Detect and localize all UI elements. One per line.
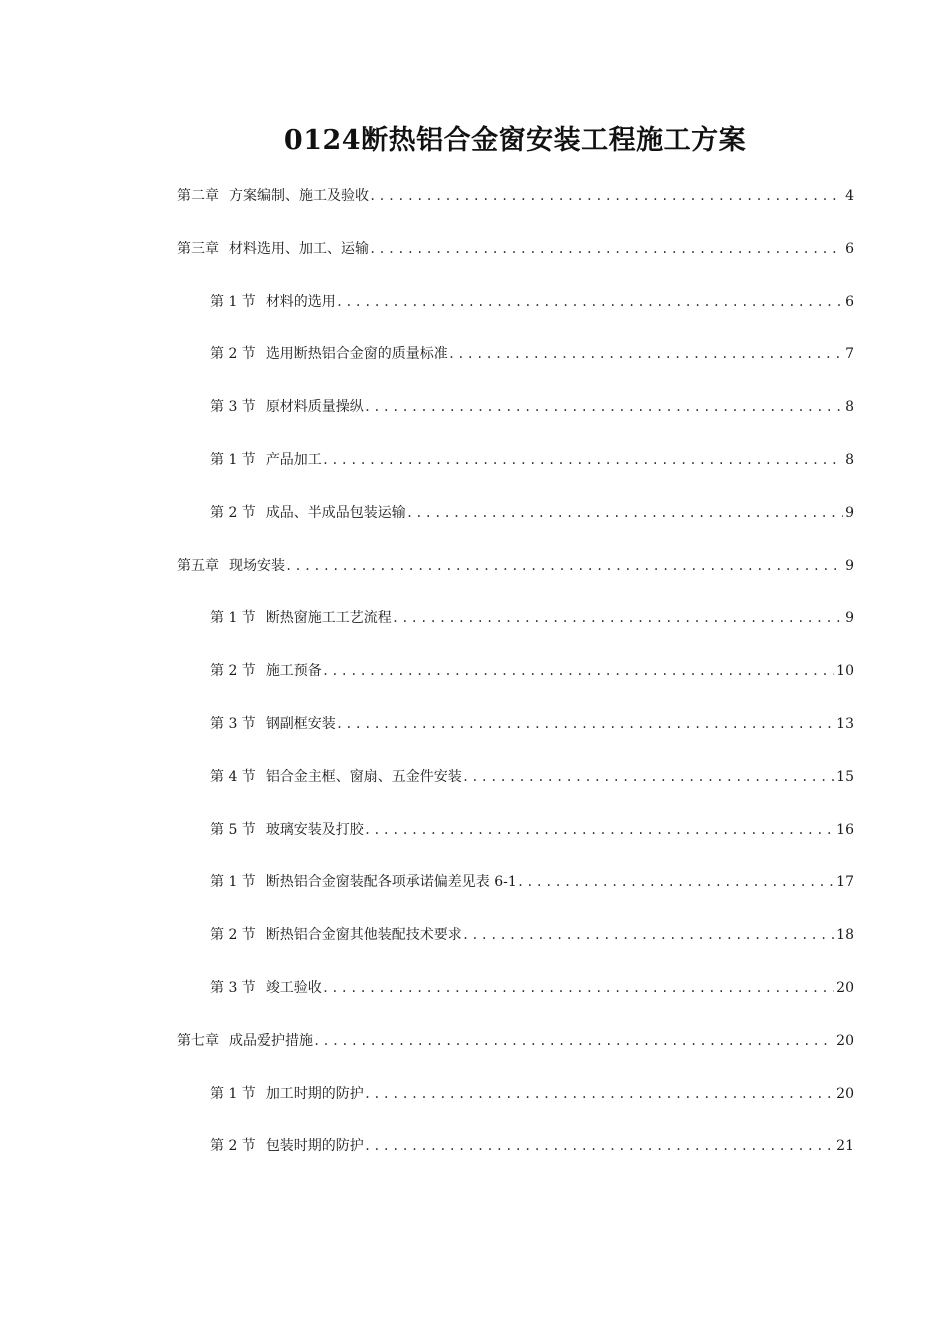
toc-entry-label	[210, 817, 364, 843]
toc-leader-dots	[336, 711, 834, 737]
toc-entry-page-number: 20	[836, 1085, 854, 1102]
toc-entry[interactable]	[210, 869, 854, 895]
toc-entry[interactable]	[210, 922, 854, 948]
toc-entry[interactable]	[210, 817, 854, 843]
toc-entry-number: 第 1 节	[210, 874, 256, 891]
toc-leader-dots	[285, 553, 843, 579]
toc-entry-number: 第五章	[177, 557, 219, 574]
toc-entry-page-number: 6	[845, 240, 854, 257]
toc-entry-page-number: 8	[845, 399, 854, 416]
toc-leader-dots	[322, 658, 834, 684]
toc-entry-label	[210, 500, 406, 526]
toc-entry[interactable]	[177, 553, 854, 579]
toc-entry-title: 钢副框安装	[265, 716, 336, 732]
toc-entry-label	[210, 975, 322, 1001]
toc-entry-title: 断热铝合金窗装配各项承诺偏差见表 6-1	[265, 874, 517, 891]
toc-entry-page-number: 20	[836, 1032, 854, 1049]
toc-entry-page-number: 13	[836, 716, 854, 732]
toc-entry-label	[210, 447, 322, 473]
toc-entry-label	[210, 289, 336, 315]
toc-entry-number: 第三章	[177, 240, 219, 257]
toc-entry[interactable]	[210, 1133, 854, 1159]
toc-entry-label	[210, 869, 517, 895]
toc-entry-title: 材料选用、加工、运输	[229, 240, 369, 257]
toc-entry[interactable]	[210, 394, 854, 420]
toc-entry-title: 选用断热铝合金窗的质量标准	[265, 346, 448, 363]
toc-entry-title: 玻璃安装及打胶	[265, 821, 364, 838]
toc-entry-page-number: 10	[836, 663, 854, 680]
toc-entry-title: 加工时期的防护	[265, 1085, 364, 1102]
toc-entry[interactable]	[177, 1028, 854, 1054]
toc-entry-label	[210, 922, 462, 948]
toc-entry-number: 第 3 节	[210, 399, 256, 416]
toc-entry-title: 产品加工	[265, 452, 322, 468]
toc-entry-title: 原材料质量操纵	[265, 399, 364, 416]
toc-entry-number: 第二章	[177, 188, 219, 204]
toc-entry-title: 现场安装	[229, 557, 285, 574]
toc-entry-title: 包装时期的防护	[265, 1138, 364, 1155]
toc-entry[interactable]	[210, 764, 854, 790]
toc-entry-label	[210, 341, 448, 367]
toc-entry-number: 第 2 节	[210, 504, 256, 521]
toc-leader-dots	[322, 975, 834, 1001]
toc-entry-page-number: 7	[845, 346, 854, 363]
toc-entry[interactable]	[210, 1081, 854, 1107]
toc-leader-dots	[313, 1028, 834, 1054]
toc-entry[interactable]	[210, 447, 854, 473]
toc-entry-page-number: 6	[845, 293, 854, 310]
toc-entry-page-number: 18	[836, 927, 854, 944]
toc-entry-title: 成品、半成品包装运输	[265, 504, 406, 521]
toc-entry[interactable]	[210, 289, 854, 315]
toc-entry-number: 第 2 节	[210, 346, 256, 363]
toc-entry-label	[210, 394, 364, 420]
toc-entry-number: 第 1 节	[210, 610, 256, 627]
toc-entry-number: 第 3 节	[210, 980, 256, 996]
toc-leader-dots	[322, 447, 843, 473]
toc-leader-dots	[462, 764, 834, 790]
toc-entry-page-number: 16	[836, 821, 854, 838]
toc-leader-dots	[364, 1081, 834, 1107]
toc-entry-label	[177, 183, 369, 209]
toc-leader-dots	[336, 289, 843, 315]
toc-entry-page-number: 21	[836, 1138, 854, 1155]
toc-entry[interactable]	[210, 341, 854, 367]
toc-entry-page-number: 4	[845, 188, 854, 204]
toc-leader-dots	[369, 183, 843, 209]
toc-leader-dots	[448, 341, 843, 367]
toc-leader-dots	[364, 817, 834, 843]
toc-entry-number: 第 2 节	[210, 663, 256, 680]
toc-entry-label	[210, 1133, 364, 1159]
toc-entry-number: 第 1 节	[210, 293, 256, 310]
toc-entry-page-number: 8	[845, 452, 854, 468]
toc-leader-dots	[369, 236, 843, 262]
toc-entry-page-number: 20	[836, 980, 854, 996]
toc-entry-label	[210, 658, 322, 684]
toc-entry-title: 方案编制、施工及验收	[229, 188, 369, 204]
toc-entry-number: 第 5 节	[210, 821, 256, 838]
toc-entry-label	[210, 764, 462, 790]
toc-leader-dots	[364, 394, 843, 420]
toc-entry-page-number: 9	[845, 504, 854, 521]
toc-entry-number: 第 1 节	[210, 452, 256, 468]
toc-leader-dots	[517, 869, 834, 895]
toc-entry-label	[210, 1081, 364, 1107]
toc-entry-page-number: 9	[845, 557, 854, 574]
toc-entry[interactable]	[177, 183, 854, 209]
toc-entry-title: 断热铝合金窗其他装配技术要求	[265, 927, 462, 944]
toc-entry-title: 竣工验收	[265, 980, 322, 996]
toc-leader-dots	[462, 922, 834, 948]
toc-entry-title: 材料的选用	[265, 293, 336, 310]
toc-entry-number: 第 3 节	[210, 716, 256, 732]
toc-leader-dots	[392, 605, 843, 631]
toc-entry[interactable]	[210, 658, 854, 684]
toc-entry[interactable]	[210, 605, 854, 631]
toc-entry-number: 第 2 节	[210, 1138, 256, 1155]
toc-entry-label	[177, 1028, 313, 1054]
toc-entry[interactable]	[177, 236, 854, 262]
toc-entry-label	[210, 605, 392, 631]
toc-entry[interactable]	[210, 711, 854, 737]
toc-leader-dots	[364, 1133, 834, 1159]
toc-entry-label	[177, 553, 285, 579]
toc-entry-page-number: 15	[836, 768, 854, 785]
toc-entry-label	[210, 711, 336, 737]
toc-entry-page-number: 9	[845, 610, 854, 627]
toc-entry-title: 施工预备	[265, 663, 322, 680]
toc-entry-page-number: 17	[836, 874, 854, 891]
toc-entry-number: 第七章	[177, 1032, 219, 1049]
document-title: 0124断热铝合金窗安装工程施工方案	[283, 125, 747, 156]
toc-entry-number: 第 2 节	[210, 927, 256, 944]
toc-entry[interactable]	[210, 975, 854, 1001]
toc-entry-title: 断热窗施工工艺流程	[265, 610, 392, 627]
toc-entry-label	[177, 236, 369, 262]
toc-entry-number: 第 1 节	[210, 1085, 256, 1102]
toc-entry-title: 铝合金主框、窗扇、五金件安装	[265, 768, 462, 785]
toc-leader-dots	[406, 500, 843, 526]
toc-entry[interactable]	[210, 500, 854, 526]
toc-entry-number: 第 4 节	[210, 768, 256, 785]
toc-entry-title: 成品爱护措施	[229, 1032, 313, 1049]
